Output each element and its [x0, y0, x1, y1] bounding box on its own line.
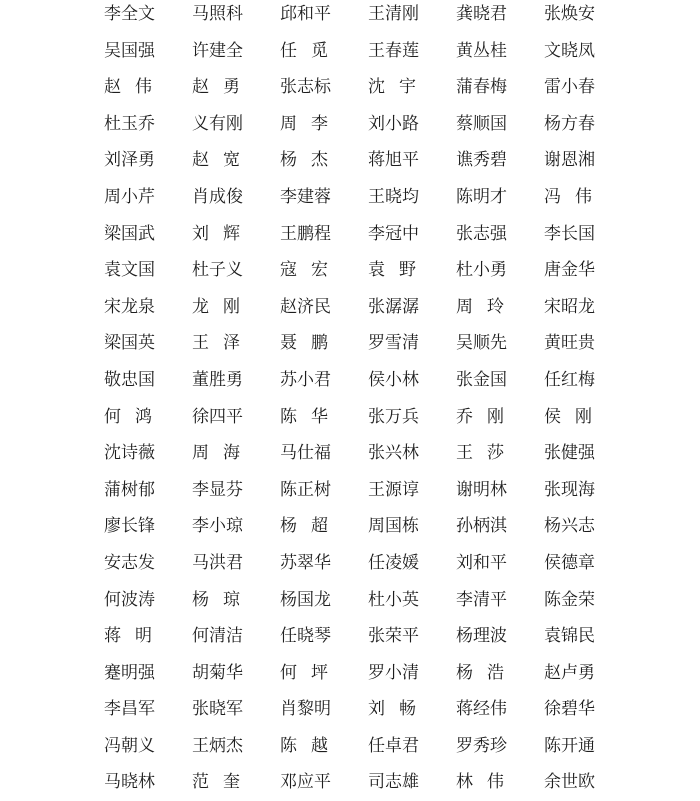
person-name: 李昌军	[104, 699, 155, 720]
person-name: 张万兵	[368, 406, 419, 427]
person-name: 张荣平	[368, 626, 419, 647]
person-name: 罗雪清	[368, 333, 419, 354]
person-name: 李显芬	[192, 479, 243, 500]
person-name: 任 觅	[280, 40, 328, 61]
person-name: 寇 宏	[280, 260, 328, 281]
person-name: 李清平	[456, 589, 507, 610]
person-name: 任红梅	[544, 369, 595, 390]
person-name: 李小琼	[192, 516, 243, 537]
person-name: 李冠中	[368, 223, 419, 244]
person-name: 徐四平	[192, 406, 243, 427]
person-name: 邓应平	[280, 772, 331, 793]
person-name: 袁锦民	[544, 626, 595, 647]
person-name: 蒋经伟	[456, 699, 507, 720]
person-name: 谢明林	[456, 479, 507, 500]
person-name: 李建蓉	[280, 186, 331, 207]
person-name: 陈金荣	[544, 589, 595, 610]
person-name: 杜玉乔	[104, 113, 155, 134]
person-name: 雷小春	[544, 77, 595, 98]
person-name: 何 坪	[280, 662, 328, 683]
person-name: 何 鸿	[104, 406, 152, 427]
person-name: 沈 宇	[368, 77, 416, 98]
person-name: 王鹏程	[280, 223, 331, 244]
person-name: 冯 伟	[544, 186, 592, 207]
person-name: 蔡顺国	[456, 113, 507, 134]
person-name: 侯德章	[544, 552, 595, 573]
person-name: 梁国英	[104, 333, 155, 354]
person-name: 张焕安	[544, 4, 595, 24]
person-name: 蒲树郁	[104, 479, 155, 500]
person-name: 敬忠国	[104, 369, 155, 390]
person-name: 王春莲	[368, 40, 419, 61]
person-name: 王炳杰	[192, 735, 243, 756]
person-name: 张潺潺	[368, 296, 419, 317]
person-name: 杜小英	[368, 589, 419, 610]
person-name: 王 泽	[192, 333, 240, 354]
person-name: 马照科	[192, 4, 243, 24]
person-name: 余世欧	[544, 772, 595, 793]
person-name: 何清洁	[192, 626, 243, 647]
person-name: 聂 鹏	[280, 333, 328, 354]
person-name: 龙 刚	[192, 296, 240, 317]
person-name: 陈明才	[456, 186, 507, 207]
person-name: 马洪君	[192, 552, 243, 573]
person-name: 杨 琼	[192, 589, 240, 610]
person-name: 赵 勇	[192, 77, 240, 98]
person-name: 杨理波	[456, 626, 507, 647]
person-name: 杜子义	[192, 260, 243, 281]
person-name: 黄旺贵	[544, 333, 595, 354]
person-name: 刘小路	[368, 113, 419, 134]
person-name: 王 莎	[456, 443, 504, 464]
person-name: 刘 畅	[368, 699, 416, 720]
person-name: 赵济民	[280, 296, 331, 317]
person-name: 沈诗薇	[104, 443, 155, 464]
person-name: 周国栋	[368, 516, 419, 537]
person-name: 侯小林	[368, 369, 419, 390]
person-name: 马晓林	[104, 772, 155, 793]
name-list	[104, 0, 604, 801]
person-name: 杨兴志	[544, 516, 595, 537]
person-name: 孙柄淇	[456, 516, 507, 537]
person-name: 张晓军	[192, 699, 243, 720]
person-name: 刘泽勇	[104, 150, 155, 171]
person-name: 胡菊华	[192, 662, 243, 683]
person-name: 袁文国	[104, 260, 155, 281]
person-name: 林 伟	[456, 772, 504, 793]
person-name: 杨方春	[544, 113, 595, 134]
person-name: 王源谆	[368, 479, 419, 500]
person-name: 吴顺先	[456, 333, 507, 354]
person-name: 蒋 明	[104, 626, 152, 647]
person-name: 张兴林	[368, 443, 419, 464]
person-name: 杨 杰	[280, 150, 328, 171]
person-name: 张志标	[280, 77, 331, 98]
person-name: 刘和平	[456, 552, 507, 573]
person-name: 冯朝义	[104, 735, 155, 756]
person-name: 任晓琴	[280, 626, 331, 647]
person-name: 肖成俊	[192, 186, 243, 207]
person-name: 司志雄	[368, 772, 419, 793]
person-name: 范 奎	[192, 772, 240, 793]
person-name: 蹇明强	[104, 662, 155, 683]
person-name: 杨国龙	[280, 589, 331, 610]
person-name: 罗秀珍	[456, 735, 507, 756]
person-name: 杨 浩	[456, 662, 504, 683]
person-name: 蒋旭平	[368, 150, 419, 171]
person-name: 张现海	[544, 479, 595, 500]
person-name: 李全文	[104, 4, 155, 24]
person-name: 廖长锋	[104, 516, 155, 537]
person-name: 侯 刚	[544, 406, 592, 427]
person-name: 陈正树	[280, 479, 331, 500]
person-name: 马仕福	[280, 443, 331, 464]
person-name: 吴国强	[104, 40, 155, 61]
person-name: 张金国	[456, 369, 507, 390]
person-name: 宋龙泉	[104, 296, 155, 317]
person-name: 唐金华	[544, 260, 595, 281]
person-name: 文晓凤	[544, 40, 595, 61]
person-name: 何波涛	[104, 589, 155, 610]
person-name: 周 海	[192, 443, 240, 464]
person-name: 肖黎明	[280, 699, 331, 720]
person-name: 苏翠华	[280, 552, 331, 573]
person-name: 宋昭龙	[544, 296, 595, 317]
person-name: 乔 刚	[456, 406, 504, 427]
person-name: 王晓均	[368, 186, 419, 207]
person-name: 谢恩湘	[544, 150, 595, 171]
person-name: 苏小君	[280, 369, 331, 390]
person-name: 梁国武	[104, 223, 155, 244]
person-name: 谯秀碧	[456, 150, 507, 171]
person-name: 罗小清	[368, 662, 419, 683]
person-name: 周 玲	[456, 296, 504, 317]
person-name: 王清刚	[368, 4, 419, 24]
person-name: 陈 华	[280, 406, 328, 427]
person-name: 徐碧华	[544, 699, 595, 720]
person-name: 龚晓君	[456, 4, 507, 24]
person-name: 杜小勇	[456, 260, 507, 281]
person-name: 黄丛桂	[456, 40, 507, 61]
person-name: 李长国	[544, 223, 595, 244]
person-name: 袁 野	[368, 260, 416, 281]
person-name: 刘 辉	[192, 223, 240, 244]
person-name: 张健强	[544, 443, 595, 464]
person-name: 安志发	[104, 552, 155, 573]
person-name: 赵 伟	[104, 77, 152, 98]
person-name: 周 李	[280, 113, 328, 134]
person-name: 任凌媛	[368, 552, 419, 573]
person-name: 邱和平	[280, 4, 331, 24]
person-name: 杨 超	[280, 516, 328, 537]
person-name: 蒲春梅	[456, 77, 507, 98]
person-name: 赵 宽	[192, 150, 240, 171]
person-name: 赵卢勇	[544, 662, 595, 683]
person-name: 许建全	[192, 40, 243, 61]
person-name: 陈 越	[280, 735, 328, 756]
person-name: 董胜勇	[192, 369, 243, 390]
person-name: 义有刚	[192, 113, 243, 134]
person-name: 陈开通	[544, 735, 595, 756]
person-name: 任卓君	[368, 735, 419, 756]
person-name: 张志强	[456, 223, 507, 244]
person-name: 周小芹	[104, 186, 155, 207]
